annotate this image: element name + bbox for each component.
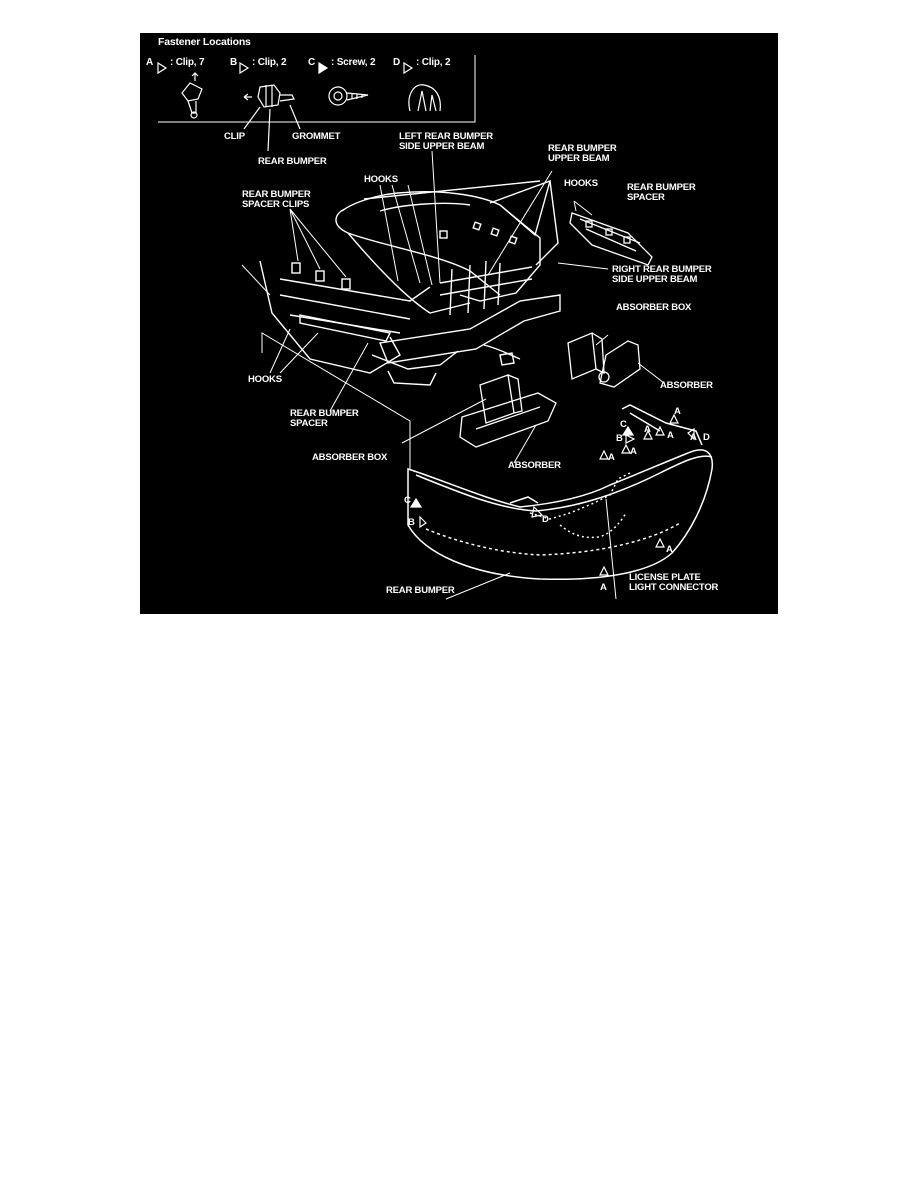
callout-a-1: A	[644, 424, 651, 435]
label-upper-beam-2: UPPER BEAM	[548, 153, 610, 164]
legend-title: Fastener Locations	[158, 36, 251, 48]
label-spacer-left-2: SPACER	[290, 418, 328, 429]
legend-letter-b: B	[230, 57, 238, 68]
label-right-side-beam-1: RIGHT REAR BUMPER	[612, 264, 712, 275]
callout-a-3: A	[690, 432, 697, 443]
label-license-plate-1: LICENSE PLATE	[629, 572, 701, 583]
absorber-right	[568, 333, 640, 387]
label-spacer-clips-2: SPACER CLIPS	[242, 199, 310, 210]
upper-beam-assembly	[260, 181, 560, 385]
label-rear-bumper: REAR BUMPER	[386, 585, 455, 596]
callout-b-left: B	[408, 517, 415, 528]
callout-a-6: A	[608, 452, 615, 463]
diagram-artwork	[140, 33, 778, 614]
label-left-side-beam-2: SIDE UPPER BEAM	[399, 141, 485, 152]
label-spacer-right-1: REAR BUMPER	[627, 182, 696, 193]
legend-clip-d: : Clip, 2	[416, 57, 451, 68]
callout-d-center: D	[542, 514, 549, 525]
legend-letter-d: D	[393, 57, 401, 68]
label-absorber-box-right: ABSORBER BOX	[616, 302, 692, 313]
label-license-plate-2: LIGHT CONNECTOR	[629, 582, 719, 593]
legend-clip-b: : Clip, 2	[252, 57, 287, 68]
clip-b-icon	[244, 85, 294, 107]
callout-a-2: A	[667, 430, 674, 441]
label-grommet: GROMMET	[292, 131, 341, 142]
legend-letter-a: A	[146, 57, 154, 68]
label-hooks-top: HOOKS	[364, 174, 398, 185]
label-left-side-beam-1: LEFT REAR BUMPER	[399, 131, 493, 142]
exploded-view-diagram	[140, 33, 778, 614]
label-absorber-box-center: ABSORBER BOX	[312, 452, 388, 463]
callout-c-left: C	[404, 495, 411, 506]
right-spacer	[570, 213, 652, 265]
legend-clip-a: : Clip, 7	[170, 57, 205, 68]
callout-d-right: D	[703, 432, 710, 443]
label-hooks-right: HOOKS	[564, 178, 598, 189]
label-absorber-center: ABSORBER	[508, 460, 561, 471]
label-hooks-left: HOOKS	[248, 374, 282, 385]
label-absorber-right: ABSORBER	[660, 380, 713, 391]
callout-a-5: A	[630, 446, 637, 457]
callout-a-4: A	[674, 406, 681, 417]
legend-screw-c: : Screw, 2	[331, 57, 376, 68]
clip-d-icon	[409, 85, 440, 111]
screw-c-icon	[329, 87, 368, 105]
leader-lines	[242, 151, 664, 599]
label-spacer-left-1: REAR BUMPER	[290, 408, 359, 419]
legend-letter-c: C	[308, 57, 316, 68]
label-clip: CLIP	[224, 131, 245, 142]
callout-a-8: A	[600, 582, 607, 593]
label-detail-rear-bumper: REAR BUMPER	[258, 156, 327, 167]
label-spacer-clips-1: REAR BUMPER	[242, 189, 311, 200]
callout-b-right: B	[616, 433, 623, 444]
clip-a-icon	[182, 73, 202, 118]
callout-a-7: A	[666, 544, 673, 555]
label-spacer-right-2: SPACER	[627, 192, 665, 203]
callout-c-right: C	[620, 419, 627, 430]
label-upper-beam-1: REAR BUMPER	[548, 143, 617, 154]
absorber-center	[460, 375, 556, 447]
label-right-side-beam-2: SIDE UPPER BEAM	[612, 274, 698, 285]
